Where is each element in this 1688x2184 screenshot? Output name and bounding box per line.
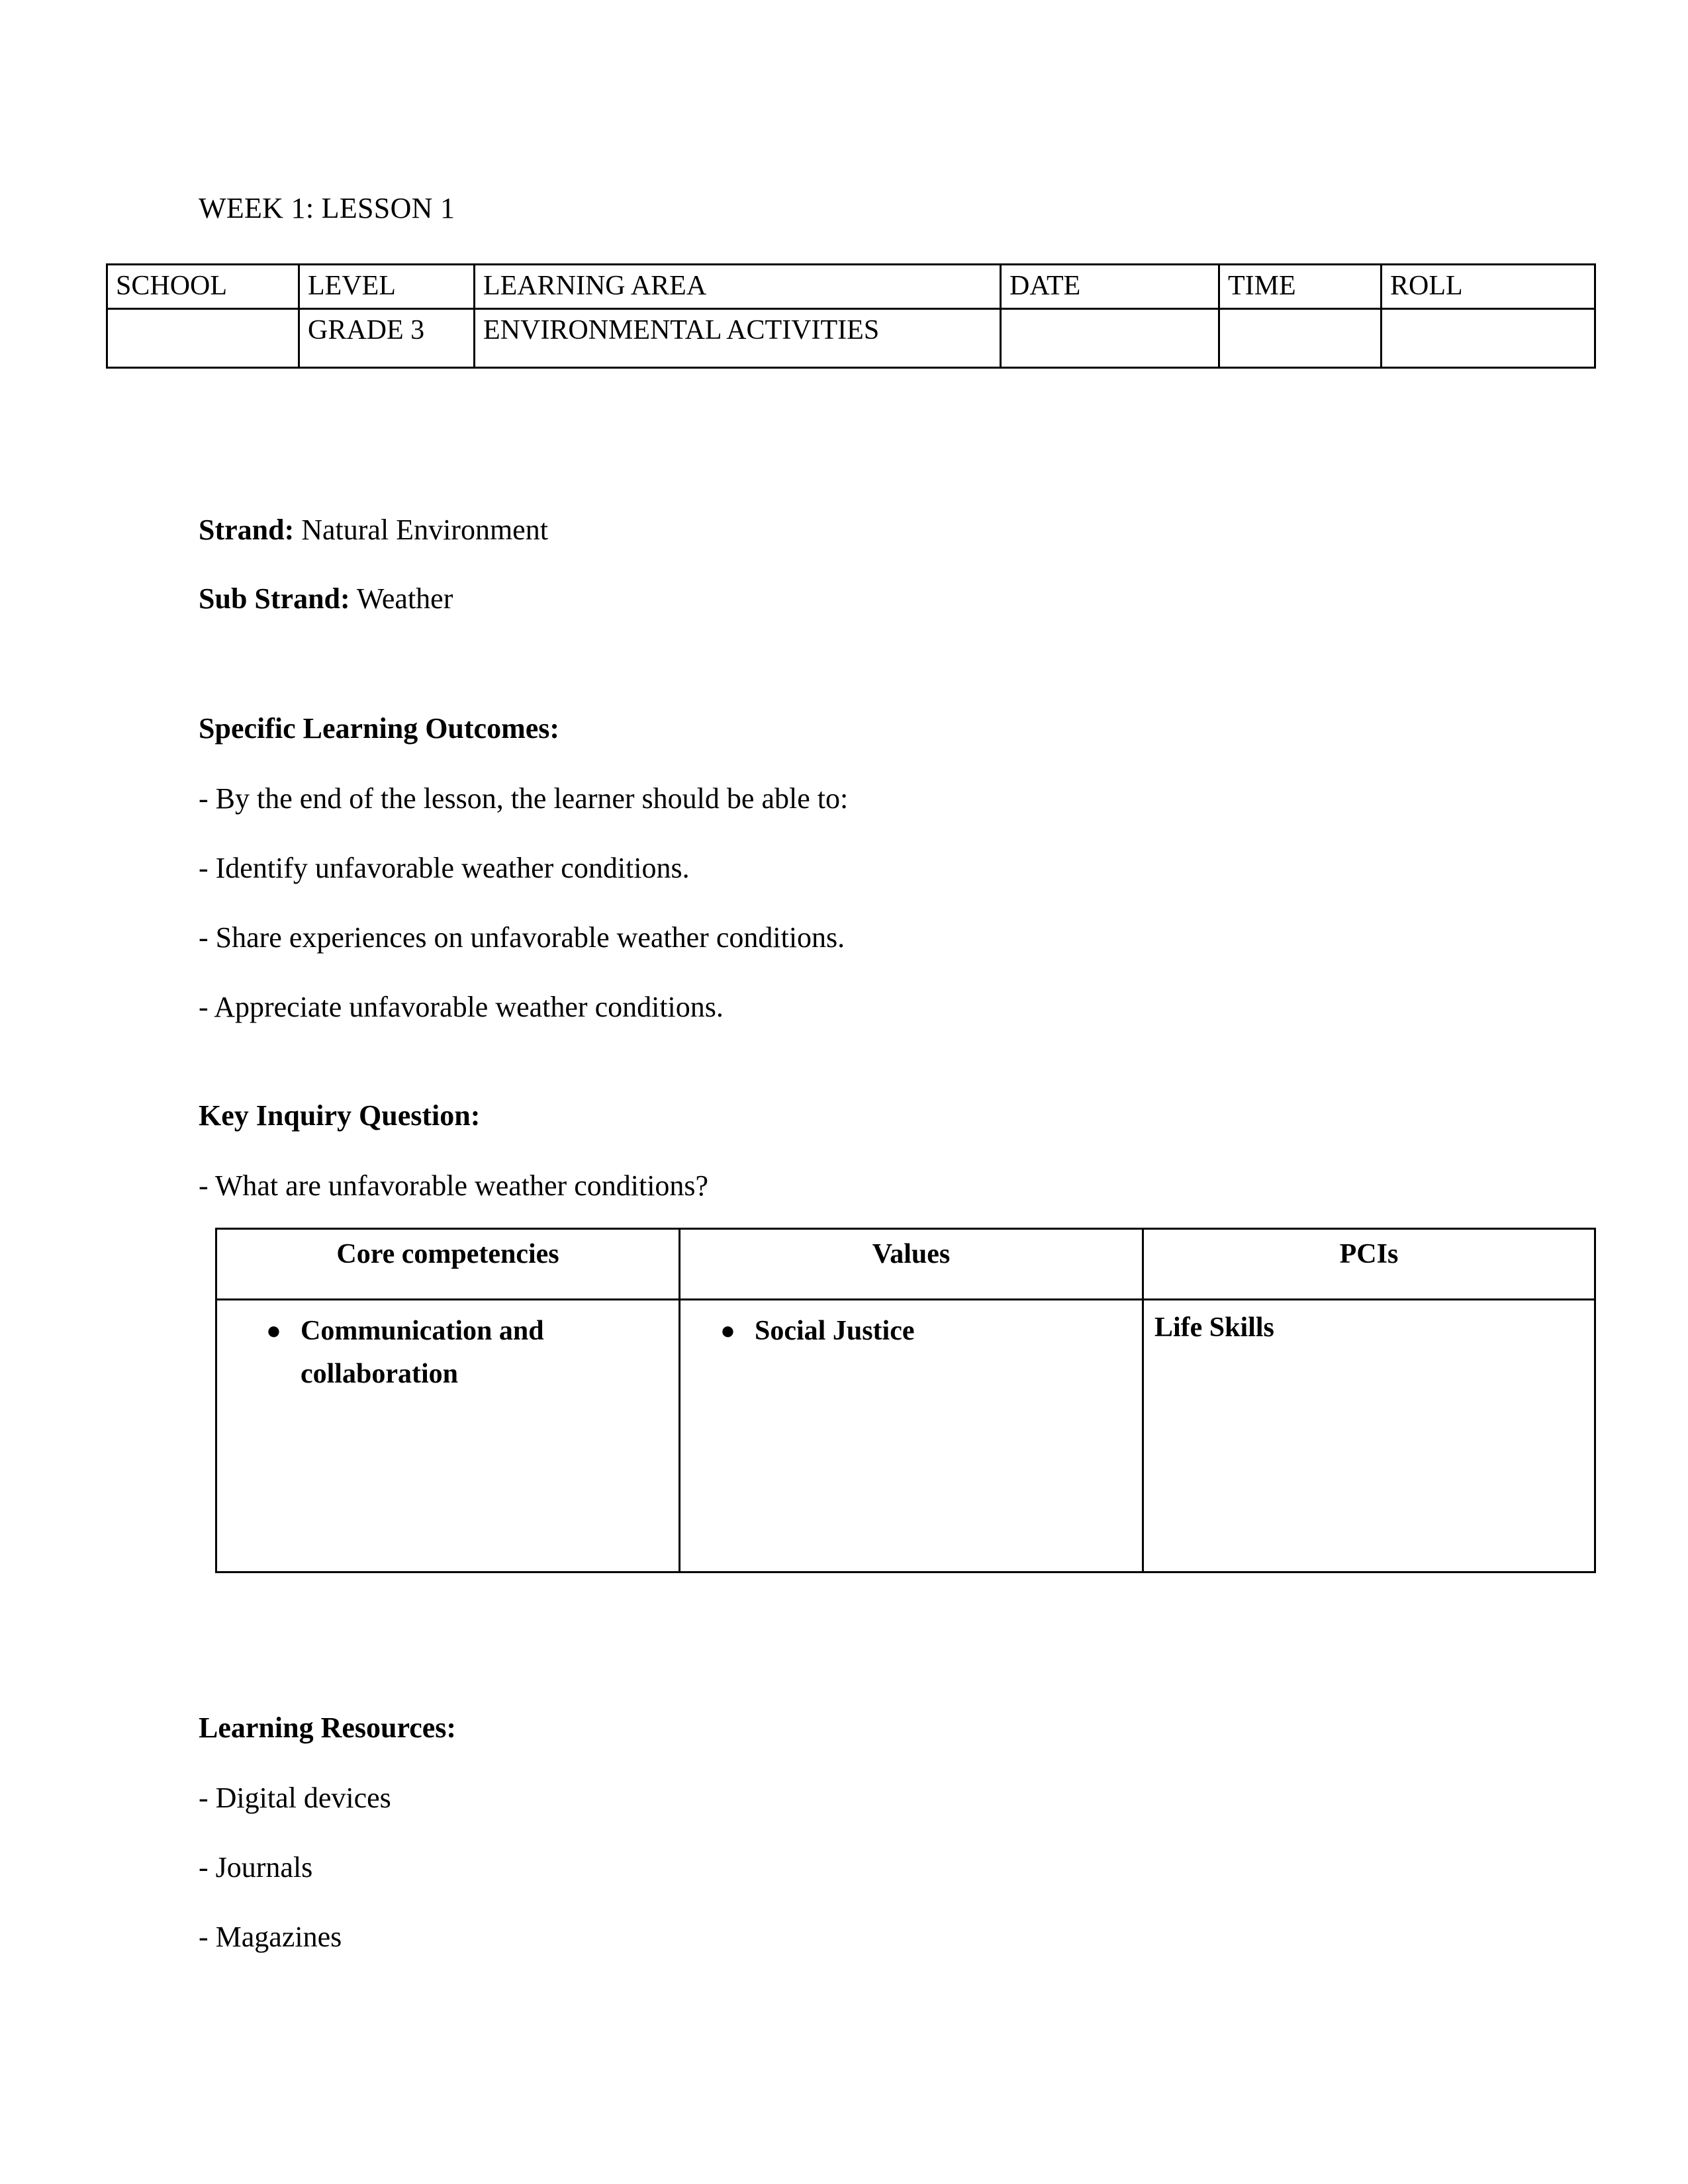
- bullet-icon: ●: [266, 1317, 281, 1345]
- strand-section: [199, 513, 548, 616]
- lesson-header-table: [106, 263, 1596, 369]
- header-cell-time: TIME: [1219, 265, 1382, 309]
- pci-item: Life Skills: [1154, 1312, 1274, 1343]
- value-cell-school[interactable]: [107, 309, 299, 368]
- competency-values-pci-table: [215, 1228, 1596, 1573]
- cell-core-competencies: [216, 1300, 680, 1572]
- sub-strand-value: Weather: [356, 582, 453, 615]
- learning-resources-list: [199, 1781, 456, 1954]
- key-inquiry-question: - What are unfavorable weather conditions?: [199, 1169, 709, 1202]
- cell-values: [680, 1300, 1143, 1572]
- header-cell-date: DATE: [1001, 265, 1219, 309]
- list-item: - Share experiences on unfavorable weather conditions.: [199, 921, 845, 954]
- header-cell-level: LEVEL: [299, 265, 475, 309]
- list-item: - Identify unfavorable weather conditions.: [199, 851, 690, 884]
- list-item: [691, 1310, 1131, 1353]
- list-item: - Magazines: [199, 1920, 342, 1953]
- learning-outcomes-heading: Specific Learning Outcomes:: [199, 712, 560, 745]
- value-cell-learning-area[interactable]: ENVIRONMENTAL ACTIVITIES: [475, 309, 1001, 368]
- table-row: [216, 1229, 1595, 1300]
- value-cell-level[interactable]: GRADE 3: [299, 309, 475, 368]
- header-cell-school: SCHOOL: [107, 265, 299, 309]
- header-cell-values: Values: [680, 1229, 1143, 1300]
- list-item: [228, 1310, 668, 1396]
- value-cell-date[interactable]: [1001, 309, 1219, 368]
- page-title: WEEK 1: LESSON 1: [199, 192, 455, 224]
- key-inquiry-heading: Key Inquiry Question:: [199, 1099, 481, 1132]
- bullet-icon: ●: [720, 1317, 735, 1345]
- table-row: [107, 309, 1595, 368]
- header-cell-core-competencies: Core competencies: [216, 1229, 680, 1300]
- list-item: - Appreciate unfavorable weather conditions.: [199, 990, 724, 1023]
- values-list: [691, 1310, 1131, 1353]
- learning-outcomes-list: [199, 782, 848, 1024]
- sub-strand-line: [199, 582, 548, 616]
- header-cell-roll: ROLL: [1382, 265, 1595, 309]
- list-item: - Digital devices: [199, 1781, 391, 1814]
- learning-resources-section: [199, 1711, 456, 1954]
- sub-strand-label: Sub Strand:: [199, 582, 350, 615]
- value-cell-time[interactable]: [1219, 309, 1382, 368]
- header-cell-pcis: PCIs: [1143, 1229, 1595, 1300]
- list-item: - Journals: [199, 1850, 313, 1884]
- core-competencies-list: [228, 1310, 668, 1396]
- table-row: [107, 265, 1595, 309]
- header-cell-learning-area: LEARNING AREA: [475, 265, 1001, 309]
- list-item-label: Communication and collaboration: [301, 1316, 544, 1390]
- table-row: [216, 1300, 1595, 1572]
- value-cell-roll[interactable]: [1382, 309, 1595, 368]
- strand-label: Strand:: [199, 514, 295, 546]
- strand-value: Natural Environment: [301, 514, 548, 546]
- learning-resources-heading: Learning Resources:: [199, 1711, 457, 1744]
- list-item-label: Social Justice: [755, 1316, 915, 1346]
- list-item: - By the end of the lesson, the learner should be able to:: [199, 782, 849, 815]
- learning-outcomes-section: [199, 711, 848, 1024]
- key-inquiry-section: [199, 1099, 708, 1203]
- strand-line: [199, 513, 548, 547]
- cell-pcis: [1143, 1300, 1595, 1572]
